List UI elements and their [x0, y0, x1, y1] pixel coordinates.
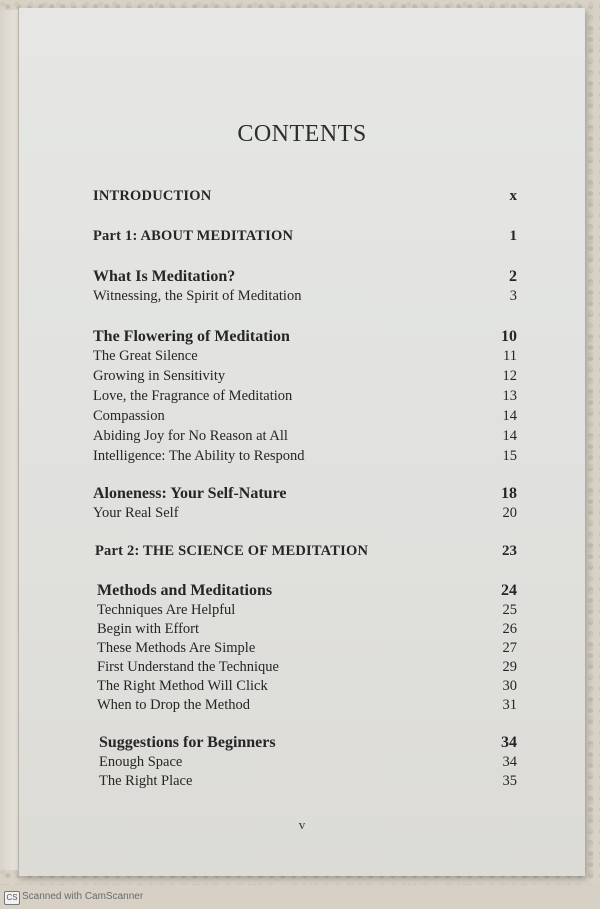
toc-entry-title: Aloneness: Your Self-Nature — [93, 485, 287, 502]
toc-entry-title: Compassion — [93, 408, 165, 424]
scanner-text: Scanned with CamScanner — [22, 891, 144, 902]
toc-entry-title: The Right Place — [99, 773, 193, 789]
toc-entry-title: Part 1: ABOUT MEDITATION — [93, 228, 294, 244]
toc-entry-page-number: 3 — [509, 288, 517, 304]
toc-entry — [93, 268, 517, 288]
toc-entry — [93, 621, 517, 641]
toc-entry — [93, 368, 517, 388]
toc-entry — [93, 348, 517, 368]
toc-entry — [93, 602, 517, 622]
toc-entry-page-number: 11 — [503, 348, 517, 364]
toc-entry-title: Love, the Fragrance of Meditation — [93, 388, 293, 404]
toc-entry — [93, 388, 517, 408]
toc-entry-title: Your Real Self — [93, 505, 179, 521]
toc-entry — [93, 754, 517, 774]
toc-entry-page-number: 14 — [502, 428, 517, 444]
toc-entry-title: The Flowering of Meditation — [93, 328, 290, 345]
toc-entry — [93, 697, 517, 717]
toc-entry-title: INTRODUCTION — [93, 188, 212, 204]
toc-entry-page-number: 10 — [501, 328, 517, 345]
toc-entry — [93, 773, 517, 793]
toc-entry-page-number: 24 — [501, 582, 517, 599]
toc-entry-page-number: 26 — [502, 621, 517, 637]
toc-entry-page-number: 15 — [502, 448, 517, 464]
toc-entry-title: Suggestions for Beginners — [99, 734, 276, 751]
toc-entry — [93, 485, 517, 505]
toc-entry-page-number: 1 — [509, 228, 517, 244]
toc-entry — [93, 448, 517, 468]
toc-entry-page-number: 35 — [502, 773, 517, 789]
toc-entry — [93, 678, 517, 698]
toc-entry — [93, 543, 517, 563]
toc-entry-page-number: 31 — [502, 697, 517, 713]
toc-entry-title: Intelligence: The Ability to Respond — [93, 448, 305, 464]
toc-entry-page-number: 14 — [502, 408, 517, 424]
toc-entry-page-number: x — [509, 188, 517, 204]
toc-entry-page-number: 25 — [502, 602, 517, 618]
toc-entry-title: Growing in Sensitivity — [93, 368, 226, 384]
toc-entry — [93, 505, 517, 525]
toc-entry-title: Begin with Effort — [97, 621, 200, 637]
scanner-watermark — [0, 885, 600, 909]
toc-entry-title: Part 2: THE SCIENCE OF MEDITATION — [95, 543, 369, 559]
toc-entry-title: Techniques Are Helpful — [97, 602, 236, 618]
toc-entry-page-number: 18 — [501, 485, 517, 502]
toc-entry-page-number: 2 — [509, 268, 517, 285]
toc-entry-title: The Great Silence — [93, 348, 198, 364]
toc-entry-title: The Right Method Will Click — [97, 678, 268, 694]
toc-entry-title: Witnessing, the Spirit of Meditation — [93, 288, 302, 304]
toc-entry — [93, 428, 517, 448]
toc-entry — [93, 582, 517, 602]
toc-entry-title: When to Drop the Method — [97, 697, 251, 713]
toc-entry-page-number: 34 — [501, 734, 517, 751]
toc-entry-page-number: 20 — [502, 505, 517, 521]
page-folio: v — [298, 817, 306, 832]
toc-entry-title: Enough Space — [99, 754, 183, 770]
toc-entry — [93, 640, 517, 660]
toc-entry — [93, 659, 517, 679]
toc-entry-title: First Understand the Technique — [97, 659, 279, 675]
toc-entry-title: What Is Meditation? — [93, 268, 236, 285]
toc-entry — [93, 408, 517, 428]
toc-entry — [93, 734, 517, 754]
toc-entry-page-number: 12 — [502, 368, 517, 384]
toc-entry — [93, 328, 517, 348]
camscanner-icon: CS — [4, 891, 20, 905]
page-title: CONTENTS — [237, 121, 367, 147]
toc-entry-page-number: 27 — [502, 640, 517, 656]
book-page — [18, 8, 585, 876]
toc-entry — [93, 188, 517, 208]
toc-entry-page-number: 30 — [502, 678, 517, 694]
toc-entry-page-number: 13 — [502, 388, 517, 404]
toc-entry-page-number: 23 — [502, 543, 517, 559]
toc-entry-page-number: 29 — [502, 659, 517, 675]
toc-entry-title: Methods and Meditations — [97, 582, 273, 599]
toc-entry — [93, 228, 517, 248]
toc-entry-title: Abiding Joy for No Reason at All — [93, 428, 288, 444]
toc-entry — [93, 288, 517, 308]
toc-entry-title: These Methods Are Simple — [97, 640, 256, 656]
toc-entry-page-number: 34 — [502, 754, 517, 770]
